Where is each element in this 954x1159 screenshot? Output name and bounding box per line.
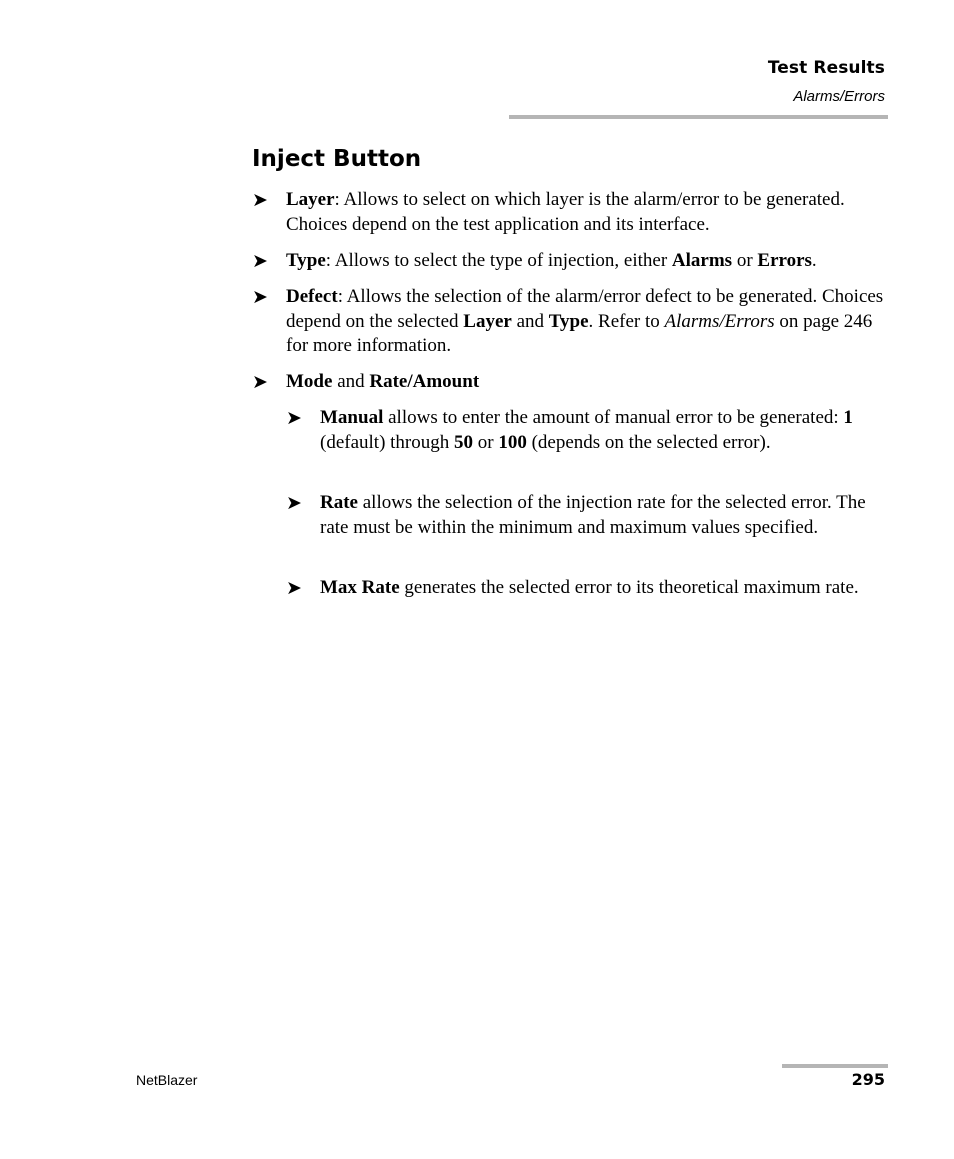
bullet-arrow-icon: ➤ — [252, 287, 268, 308]
bullet-mode — [252, 370, 892, 395]
term-defect: Defect — [286, 286, 338, 307]
header-rule — [509, 115, 888, 119]
term-mode: Mode — [286, 371, 333, 392]
bullet-arrow-icon: ➤ — [286, 493, 302, 514]
term-type: Type — [286, 250, 326, 271]
term-errors: Errors — [757, 250, 812, 271]
sub-bullet-max-rate — [286, 576, 892, 601]
bullet-arrow-icon: ➤ — [286, 408, 302, 429]
value-50: 50 — [454, 431, 474, 453]
term-rate-amount: Rate/Amount — [369, 371, 480, 392]
bullet-arrow-icon: ➤ — [252, 251, 268, 272]
value-1: 1 — [843, 407, 853, 428]
bullet-arrow-icon: ➤ — [252, 372, 268, 393]
page-reference-text: on page 246 for more information. — [286, 310, 873, 357]
footer-rule — [782, 1064, 888, 1068]
value-100: 100 — [498, 431, 527, 453]
bullet-arrow-icon: ➤ — [286, 578, 302, 599]
page-number: 295 — [851, 1070, 885, 1089]
connector-text: or — [473, 431, 499, 453]
cross-reference-link[interactable]: Alarms/Errors — [664, 310, 775, 332]
running-header-title: Test Results — [767, 58, 885, 78]
max-rate-description: generates the selected error to its theoretical maximum rate. — [399, 577, 859, 598]
manual-description-2: (default) through — [320, 431, 455, 453]
term-layer: Layer — [286, 189, 335, 210]
bullet-layer — [252, 188, 892, 237]
term-type-ref: Type — [548, 310, 589, 332]
footer-product-name: NetBlazer — [136, 1072, 198, 1088]
period-text: . — [811, 250, 817, 271]
term-alarms: Alarms — [671, 250, 733, 271]
bullet-defect — [252, 285, 892, 359]
bullet-arrow-icon: ➤ — [252, 190, 268, 211]
bullet-type — [252, 249, 892, 274]
rate-description: allows the selection of the injection rate for the selected error. The rate must be within the minimum and maximum values specified. — [320, 492, 866, 538]
running-header-subtitle: Alarms/Errors — [793, 88, 885, 105]
type-description: : Allows to select the type of injection, either — [325, 250, 672, 271]
connector-text: and — [511, 310, 549, 332]
refer-text: . Refer to — [588, 310, 665, 332]
sub-bullet-rate — [286, 491, 892, 540]
connector-text: and — [332, 371, 370, 392]
term-rate: Rate — [320, 492, 358, 513]
term-manual: Manual — [320, 407, 384, 428]
term-max-rate: Max Rate — [320, 577, 400, 598]
manual-description: allows to enter the amount of manual error to be generated: — [383, 407, 844, 428]
manual-description-3: (depends on the selected error). — [526, 431, 771, 453]
section-title: Inject Button — [252, 146, 422, 172]
defect-description: : Allows the selection of the alarm/error defect to be generated. Choices depend on the selected — [286, 286, 884, 332]
layer-description: : Allows to select on which layer is the alarm/error to be generated. Choices depend on the test application and its interface. — [286, 189, 845, 235]
term-layer-ref: Layer — [463, 310, 512, 332]
connector-text: or — [732, 250, 758, 271]
sub-bullet-manual — [286, 406, 892, 455]
